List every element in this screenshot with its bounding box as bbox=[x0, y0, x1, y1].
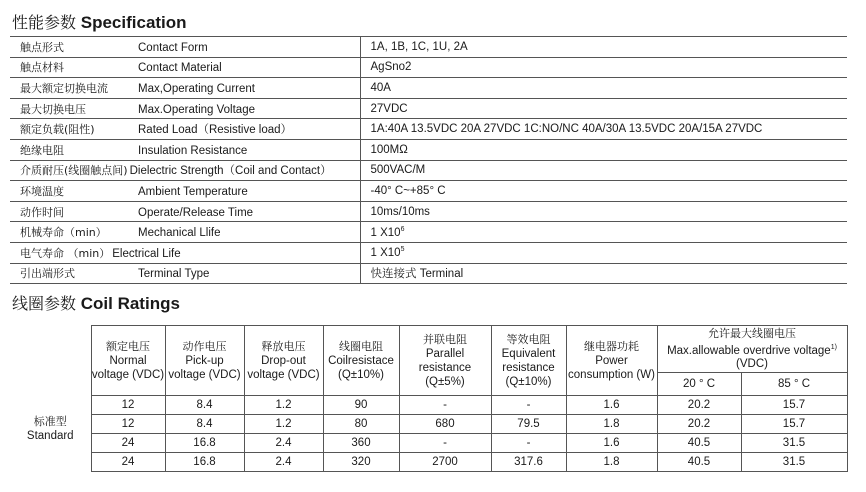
coil-header-cell bbox=[491, 326, 566, 396]
coil-data-cell: 8.4 bbox=[165, 396, 244, 415]
spec-label-en: Ambient Temperature bbox=[138, 185, 248, 198]
spec-label-cell bbox=[10, 222, 360, 243]
specification-title bbox=[12, 10, 187, 33]
spec-value-cell bbox=[360, 78, 847, 99]
spec-row bbox=[10, 37, 847, 58]
coil-header-cell bbox=[91, 326, 165, 396]
coil-header-cell bbox=[244, 326, 323, 396]
spec-value-cell bbox=[360, 57, 847, 78]
coil-data-cell: 317.6 bbox=[491, 453, 566, 472]
spec-value-cell bbox=[360, 119, 847, 140]
coil-header-en: Power consumption (W) bbox=[568, 354, 655, 381]
spec-label-cell bbox=[10, 78, 360, 99]
spec-label-cn: 最大额定切换电流 bbox=[20, 81, 108, 95]
coil-header-en: Pick-up voltage (VDC) bbox=[168, 354, 241, 381]
spec-row bbox=[10, 57, 847, 78]
coil-header-cn: 并联电阻 bbox=[423, 332, 467, 346]
coil-data-cell: 24 bbox=[91, 434, 165, 453]
spec-label-cell bbox=[10, 263, 360, 284]
coil-data-cell: 2.4 bbox=[244, 434, 323, 453]
spec-label-cell bbox=[10, 242, 360, 263]
standard-label-en: Standard bbox=[26, 429, 74, 442]
spec-label-en: Operate/Release Time bbox=[138, 206, 254, 219]
spec-label-en: Dielectric Strength（Coil and Contact） bbox=[129, 165, 332, 178]
overdrive-footnote-mark: 1) bbox=[830, 343, 837, 351]
coil-data-cell: 31.5 bbox=[741, 434, 847, 453]
coil-data-cell: - bbox=[399, 434, 491, 453]
coil-header-cn: 等效电阻 bbox=[506, 332, 551, 346]
coil-header-cn: 线圈电阻 bbox=[339, 339, 383, 353]
spec-label-cell bbox=[10, 119, 360, 140]
coil-data-cell: 24 bbox=[91, 453, 165, 472]
spec-row bbox=[10, 160, 847, 181]
spec-value-cell bbox=[360, 222, 847, 243]
coil-data-cell: 16.8 bbox=[165, 434, 244, 453]
spec-label-en: Electrical Life bbox=[112, 247, 181, 260]
coil-header-cell bbox=[566, 326, 657, 396]
spec-label-cell bbox=[10, 57, 360, 78]
standard-label-cell bbox=[10, 326, 91, 472]
specification-table bbox=[10, 36, 847, 284]
spec-label-en: Max.Operating Voltage bbox=[138, 103, 255, 116]
spec-label-en: Contact Form bbox=[138, 41, 208, 54]
coil-data-cell: 2.4 bbox=[244, 453, 323, 472]
coil-data-cell: 360 bbox=[323, 434, 399, 453]
coil-data-cell: 15.7 bbox=[741, 415, 847, 434]
coil-header-en: Coilresistace (Q±10%) bbox=[328, 354, 394, 381]
spec-label-cn: 机械寿命（min） bbox=[20, 226, 107, 240]
coil-data-row bbox=[10, 396, 847, 415]
spec-label-cn: 绝缘电阻 bbox=[20, 143, 64, 157]
spec-label-cell bbox=[10, 160, 360, 181]
spec-value-cell bbox=[360, 201, 847, 222]
temp-85c-header: 85 ° C bbox=[741, 373, 847, 396]
coil-data-cell: 320 bbox=[323, 453, 399, 472]
spec-value: 1 X10 bbox=[370, 247, 401, 260]
overdrive-header-cn: 允许最大线圈电压 bbox=[708, 326, 796, 340]
spec-label-cn: 引出端形式 bbox=[20, 267, 75, 281]
spec-label-cn: 额定负载(阻性) bbox=[20, 123, 95, 137]
spec-value-cell bbox=[360, 37, 847, 58]
spec-value: 27VDC bbox=[370, 102, 408, 115]
spec-value-exponent: 5 bbox=[400, 246, 405, 254]
specification-title-cn: 性能参数 bbox=[12, 13, 77, 32]
coil-ratings-title-cn: 线圈参数 bbox=[12, 294, 77, 313]
coil-header-cn: 额定电压 bbox=[106, 339, 150, 353]
coil-data-cell: 1.8 bbox=[566, 415, 657, 434]
coil-data-cell: 12 bbox=[91, 396, 165, 415]
coil-header-cn: 继电器功耗 bbox=[584, 339, 639, 353]
coil-header-cn: 动作电压 bbox=[182, 339, 227, 353]
spec-label-cell bbox=[10, 181, 360, 202]
spec-value: AgSno2 bbox=[370, 61, 412, 74]
coil-data-cell: 31.5 bbox=[741, 453, 847, 472]
overdrive-header-en: Max.allowable overdrive voltage bbox=[667, 344, 831, 357]
spec-row bbox=[10, 222, 847, 243]
spec-value: 40A bbox=[370, 81, 391, 94]
specification-title-en: Specification bbox=[80, 13, 187, 32]
coil-data-row bbox=[10, 453, 847, 472]
spec-value: 500VAC/M bbox=[370, 164, 426, 177]
spec-label-en: Mechanical Llife bbox=[138, 227, 221, 240]
spec-row bbox=[10, 119, 847, 140]
spec-label-cn: 环境温度 bbox=[20, 184, 64, 198]
coil-data-cell: 1.2 bbox=[244, 396, 323, 415]
spec-label-cell bbox=[10, 139, 360, 160]
coil-data-cell: 1.6 bbox=[566, 434, 657, 453]
coil-header-cell bbox=[165, 326, 244, 396]
spec-value: 快连接式 Terminal bbox=[370, 268, 464, 281]
standard-label-cn: 标准型 bbox=[33, 414, 67, 428]
coil-data-cell: 16.8 bbox=[165, 453, 244, 472]
spec-value: 1A:40A 13.5VDC 20A 27VDC 1C:NO/NC 40A/30A 13.5VDC 20A/15A 27VDC bbox=[370, 123, 763, 136]
coil-ratings-title-en: Coil Ratings bbox=[80, 294, 180, 313]
coil-ratings-title bbox=[12, 291, 180, 314]
coil-data-cell: 1.8 bbox=[566, 453, 657, 472]
spec-value-cell bbox=[360, 263, 847, 284]
coil-header-cn: 释放电压 bbox=[261, 339, 306, 353]
spec-value-cell bbox=[360, 139, 847, 160]
spec-value-exponent: 6 bbox=[400, 225, 405, 233]
coil-data-cell: 12 bbox=[91, 415, 165, 434]
coil-header-en: Drop-out voltage (VDC) bbox=[247, 354, 320, 381]
spec-label-en: Max,Operating Current bbox=[138, 82, 255, 95]
spec-label-en: Insulation Resistance bbox=[138, 144, 248, 157]
coil-data-cell: - bbox=[399, 396, 491, 415]
spec-row bbox=[10, 98, 847, 119]
spec-row bbox=[10, 201, 847, 222]
coil-header-cell bbox=[399, 326, 491, 396]
spec-value-cell bbox=[360, 160, 847, 181]
coil-data-cell: 20.2 bbox=[657, 415, 741, 434]
spec-label-cn: 触点形式 bbox=[20, 40, 64, 54]
coil-data-cell: 90 bbox=[323, 396, 399, 415]
spec-row bbox=[10, 78, 847, 99]
spec-label-cn: 介质耐压(线圈触点间) bbox=[20, 164, 128, 178]
spec-label-cell bbox=[10, 201, 360, 222]
spec-label-en: Contact Material bbox=[138, 62, 222, 75]
spec-label-cn: 最大切换电压 bbox=[20, 102, 86, 116]
temp-20c-header: 20 ° C bbox=[657, 373, 741, 396]
coil-data-cell: 20.2 bbox=[657, 396, 741, 415]
spec-label-cn: 动作时间 bbox=[20, 205, 64, 219]
spec-value-cell bbox=[360, 242, 847, 263]
coil-data-cell: 79.5 bbox=[491, 415, 566, 434]
coil-header-en: Parallel resistance (Q±5%) bbox=[418, 347, 472, 388]
coil-header-cell bbox=[323, 326, 399, 396]
coil-data-cell: 8.4 bbox=[165, 415, 244, 434]
spec-row bbox=[10, 139, 847, 160]
coil-data-cell: 1.6 bbox=[566, 396, 657, 415]
spec-value: 1A, 1B, 1C, 1U, 2A bbox=[370, 40, 468, 53]
coil-data-cell: 15.7 bbox=[741, 396, 847, 415]
coil-data-cell: 2700 bbox=[399, 453, 491, 472]
spec-label-cn: 电气寿命 （min） bbox=[20, 246, 111, 260]
spec-value: -40° C~+85° C bbox=[370, 184, 446, 197]
spec-value: 100MΩ bbox=[370, 143, 408, 156]
coil-data-row bbox=[10, 415, 847, 434]
spec-label-cell bbox=[10, 37, 360, 58]
spec-label-en: Terminal Type bbox=[138, 268, 210, 281]
spec-row bbox=[10, 181, 847, 202]
coil-header-row bbox=[10, 326, 847, 373]
overdrive-header-cell bbox=[657, 326, 847, 373]
spec-row bbox=[10, 242, 847, 263]
coil-data-cell: 80 bbox=[323, 415, 399, 434]
coil-data-cell: 680 bbox=[399, 415, 491, 434]
spec-row bbox=[10, 263, 847, 284]
spec-value-cell bbox=[360, 181, 847, 202]
spec-value-cell bbox=[360, 98, 847, 119]
coil-data-cell: 1.2 bbox=[244, 415, 323, 434]
coil-header-en: Normal voltage (VDC) bbox=[91, 354, 165, 381]
coil-ratings-table bbox=[10, 325, 848, 472]
coil-data-cell: 40.5 bbox=[657, 434, 741, 453]
spec-value: 1 X10 bbox=[370, 226, 401, 239]
spec-value: 10ms/10ms bbox=[370, 205, 430, 218]
coil-data-cell: - bbox=[491, 396, 566, 415]
spec-label-cn: 触点材料 bbox=[20, 61, 64, 75]
spec-label-cell bbox=[10, 98, 360, 119]
coil-data-row bbox=[10, 434, 847, 453]
overdrive-header-unit: (VDC) bbox=[736, 358, 768, 371]
spec-label-en: Rated Load（Resistive load） bbox=[138, 124, 293, 137]
overdrive-header-en-line bbox=[658, 341, 847, 358]
coil-header-en: Equivalent resistance (Q±10%) bbox=[501, 347, 556, 388]
coil-data-cell: - bbox=[491, 434, 566, 453]
coil-data-cell: 40.5 bbox=[657, 453, 741, 472]
